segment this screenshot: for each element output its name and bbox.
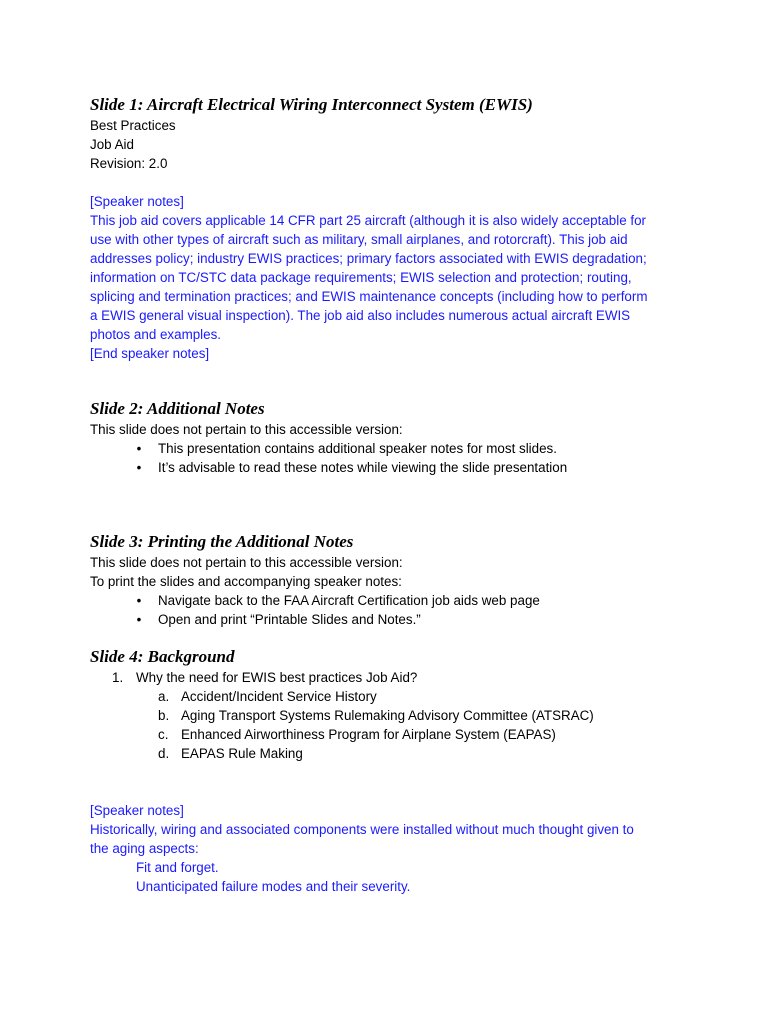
slide-2-heading: Slide 2: Additional Notes [90, 399, 265, 418]
bullet-text: Navigate back to the FAA Aircraft Certification job aids web page [158, 593, 540, 608]
bullet-dot: • [136, 612, 142, 627]
list-marker: a. [158, 689, 170, 704]
spacer [90, 477, 690, 530]
speaker-note-line: Fit and forget. [136, 860, 219, 875]
speaker-note-line: information on TC/STC data package requirements; EWIS selection and protection; routing, [90, 270, 632, 285]
speaker-note-line: the aging aspects: [90, 841, 199, 856]
speaker-note-line: Unanticipated failure modes and their severity. [136, 879, 411, 894]
speaker-note-line: photos and examples. [90, 327, 222, 342]
list-text: EAPAS Rule Making [181, 746, 303, 761]
spacer [90, 629, 690, 645]
document-body [90, 93, 690, 896]
speaker-notes-open: [Speaker notes] [90, 803, 184, 818]
list-marker: b. [158, 708, 170, 723]
slide-3-intro: To print the slides and accompanying speaker notes: [90, 574, 402, 589]
slide-3-heading: Slide 3: Printing the Additional Notes [90, 532, 354, 551]
slide-1-line: Revision: 2.0 [90, 156, 168, 171]
speaker-note-line: This job aid covers applicable 14 CFR part 25 aircraft (although it is also widely acceptable for [90, 213, 646, 228]
slide-3-intro: This slide does not pertain to this accessible version: [90, 555, 403, 570]
speaker-note-line: a EWIS general visual inspection). The job aid also includes numerous actual aircraft EWIS [90, 308, 631, 323]
speaker-note-line: addresses policy; industry EWIS practices; primary factors associated with EWIS degradation; [90, 251, 647, 266]
list-marker: 1. [112, 670, 124, 685]
spacer [90, 763, 690, 801]
lettered-item [90, 725, 690, 744]
speaker-note-line: use with other types of aircraft such as military, small airplanes, and rotorcraft). This job aid [90, 232, 628, 247]
lettered-item [90, 706, 690, 725]
list-marker: c. [158, 727, 169, 742]
spacer [90, 363, 690, 397]
speaker-note-line: Historically, wiring and associated components were installed without much thought given to [90, 822, 634, 837]
list-text: Aging Transport Systems Rulemaking Advisory Committee (ATSRAC) [181, 708, 594, 723]
lettered-item [90, 744, 690, 763]
bullet-item [90, 439, 690, 458]
bullet-text: Open and print “Printable Slides and Notes.” [158, 612, 421, 627]
list-marker: d. [158, 746, 170, 761]
list-text: Why the need for EWIS best practices Job Aid? [136, 670, 418, 685]
bullet-item [90, 458, 690, 477]
speaker-note-line: splicing and termination practices; and EWIS maintenance concepts (including how to perform [90, 289, 648, 304]
bullet-dot: • [136, 593, 142, 608]
slide-1-line: Best Practices [90, 118, 176, 133]
slide-1-line: Job Aid [90, 137, 134, 152]
lettered-item [90, 687, 690, 706]
list-text: Accident/Incident Service History [181, 689, 377, 704]
slide-2-intro: This slide does not pertain to this accessible version: [90, 422, 403, 437]
list-text: Enhanced Airworthiness Program for Airplane System (EAPAS) [181, 727, 556, 742]
bullet-item [90, 610, 690, 629]
bullet-text: It’s advisable to read these notes while viewing the slide presentation [158, 460, 568, 475]
slide-4-heading: Slide 4: Background [90, 647, 235, 666]
slide-1-heading: Slide 1: Aircraft Electrical Wiring Interconnect System (EWIS) [90, 95, 533, 114]
bullet-item [90, 591, 690, 610]
numbered-item [90, 668, 690, 687]
spacer [90, 173, 690, 192]
bullet-text: This presentation contains additional speaker notes for most slides. [158, 441, 557, 456]
speaker-notes-open: [Speaker notes] [90, 194, 184, 209]
bullet-dot: • [136, 460, 142, 475]
speaker-notes-close: [End speaker notes] [90, 346, 210, 361]
bullet-dot: • [136, 441, 142, 456]
